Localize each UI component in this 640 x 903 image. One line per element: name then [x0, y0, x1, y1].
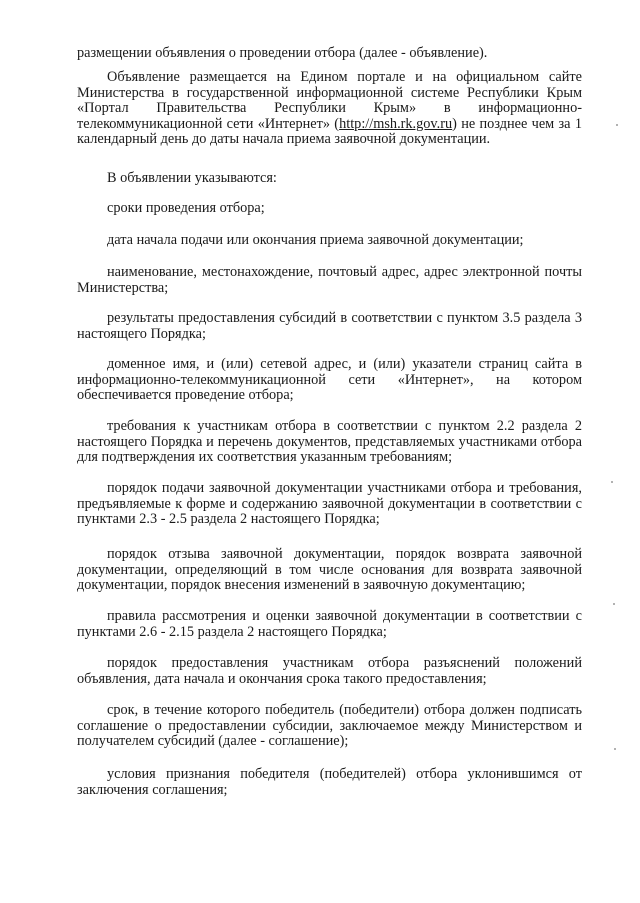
list-item-evasion-conditions: условия признания победителя (победителей) отбора уклонившимся от заключения соглашения; [77, 766, 582, 798]
list-item-clarifications: порядок предоставления участникам отбора разъяснений положений объявления, дата начала и окончания срока такого предоставления; [77, 655, 582, 687]
ministry-website-link[interactable]: http://msh.rk.gov.ru [339, 115, 453, 132]
list-item-subsidy-results: результаты предоставления субсидий в соответствии с пунктом 3.5 раздела 3 настоящего Порядка; [77, 310, 582, 342]
scan-speck [611, 481, 613, 483]
list-item-withdrawal-procedure: порядок отзыва заявочной документации, порядок возврата заявочной документации, определяющий в том числе основания для возврата заявочной документации, порядок внесения изменений в заявочную документацию; [77, 546, 582, 594]
paragraph-announcement-placement [77, 70, 582, 148]
paragraph-text: Объявление размещается на Едином портале и на официальном сайте Министерства в государственной информационной системе Республики Крым «Портал Правительства Республики Крым» в информационно-телекоммуникационной сети «Интернет» ( [77, 69, 582, 132]
scan-speck [613, 603, 615, 605]
list-item-domain-name: доменное имя, и (или) сетевой адрес, и (или) указатели страниц сайта в информационно-телекоммуникационной сети «Интернет», на котором обеспечивается проведение отбора; [77, 356, 582, 404]
scan-speck [614, 748, 616, 750]
list-item-selection-dates: сроки проведения отбора; [107, 200, 265, 216]
paragraph-continuation: размещении объявления о проведении отбора (далее - объявление). [77, 45, 488, 61]
list-item-participant-requirements: требования к участникам отбора в соответствии с пунктом 2.2 раздела 2 настоящего Порядка и перечень документов, представляемых участниками отбора для подтверждения их соответствия указанным требованиям; [77, 418, 582, 466]
list-item-evaluation-rules: правила рассмотрения и оценки заявочной документации в соответствии с пунктами 2.6 - 2.15 раздела 2 настоящего Порядка; [77, 608, 582, 640]
paragraph-list-intro: В объявлении указываются: [107, 170, 277, 186]
paragraph-text: ) не позднее чем за 1 календарный день до даты начала приема заявочной документации. [77, 115, 582, 148]
scan-speck [616, 124, 618, 126]
list-item-submission-procedure: порядок подачи заявочной документации участниками отбора и требования, предъявляемые к форме и содержанию заявочной документации в соответствии с пунктами 2.3 - 2.5 раздела 2 настоящего Порядка; [77, 480, 582, 528]
list-item-ministry-contacts: наименование, местонахождение, почтовый адрес, адрес электронной почты Министерства; [77, 264, 582, 296]
list-item-agreement-deadline: срок, в течение которого победитель (победители) отбора должен подписать соглашение о предоставлении субсидии, заключаемое между Министерством и получателем субсидий (далее - соглашение); [77, 702, 582, 750]
list-item-submission-dates: дата начала подачи или окончания приема заявочной документации; [107, 232, 524, 248]
